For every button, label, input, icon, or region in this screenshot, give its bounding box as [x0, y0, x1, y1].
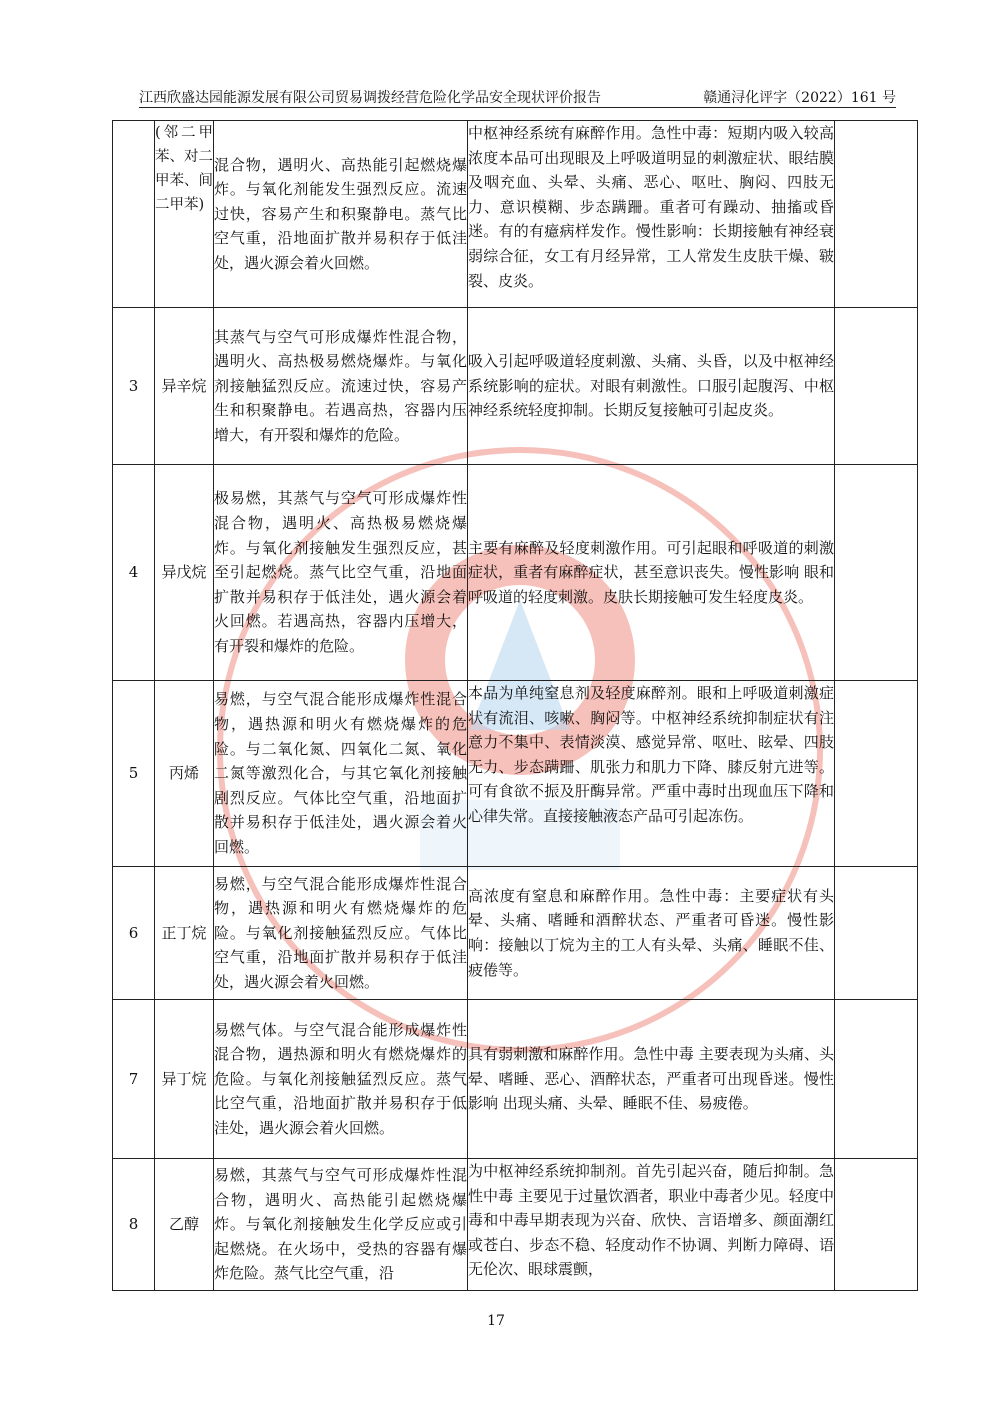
empty-cell: [835, 308, 918, 465]
row-number: 7: [113, 1000, 155, 1159]
table-row: [113, 867, 918, 1000]
empty-cell: [835, 867, 918, 1000]
table-row: [113, 681, 918, 867]
hazard-description: 易燃，其蒸气与空气可形成爆炸性混合物，遇明火、高热能引起燃烧爆炸。与氧化剂接触发生化学反应或引起燃烧。在火场中，受热的容器有爆炸危险。蒸气比空气重，沿: [214, 1159, 468, 1291]
hazard-description: 混合物，遇明火、高热能引起燃烧爆炸。与氧化剂能发生强烈反应。流速过快，容易产生和积聚静电。蒸气比空气重，沿地面扩散并易积存于低洼处，遇火源会着火回燃。: [214, 121, 468, 308]
table-row: [113, 465, 918, 681]
chemical-name: 异辛烷: [155, 308, 214, 465]
table-row: [113, 308, 918, 465]
chemical-name: 异丁烷: [155, 1000, 214, 1159]
health-hazard: 主要有麻醉及轻度刺激作用。可引起眼和呼吸道的刺激症状，重者有麻醉症状，甚至意识丧失。慢性影响 眼和呼吸道的轻度刺激。皮肤长期接触可发生轻度皮炎。: [468, 465, 835, 681]
hazard-description: 极易燃，其蒸气与空气可形成爆炸性混合物，遇明火、高热极易燃烧爆炸。与氧化剂接触发生强烈反应，甚至引起燃烧。蒸气比空气重，沿地面扩散并易积存于低洼处，遇火源会着火回燃。若遇高热，容器内压增大，有开裂和爆炸的危险。: [214, 465, 468, 681]
empty-cell: [835, 465, 918, 681]
chemical-hazard-table: [112, 120, 918, 1291]
chemical-name: 异戊烷: [155, 465, 214, 681]
health-hazard: 本品为单纯窒息剂及轻度麻醉剂。眼和上呼吸道刺激症状有流泪、咳嗽、胸闷等。中枢神经系统抑制症状有注意力不集中、表情淡漠、感觉异常、呕吐、眩晕、四肢无力、步态蹒跚、肌张力和肌力下降、膝反射亢进等。可有食欲不振及肝酶异常。严重中毒时出现血压下降和心律失常。直接接触液态产品可引起冻伤。: [468, 681, 835, 867]
chemical-name: 乙醇: [155, 1159, 214, 1291]
table-row: [113, 1000, 918, 1159]
table-row: [113, 1159, 918, 1291]
row-number: 8: [113, 1159, 155, 1291]
row-number: [113, 121, 155, 308]
health-hazard: 为中枢神经系统抑制剂。首先引起兴奋，随后抑制。急性中毒 主要见于过量饮酒者，职业中毒者少见。轻度中毒和中毒早期表现为兴奋、欣快、言语增多、颜面潮红或苍白、步态不稳、轻度动作不协调、判断力障碍、语无伦次、眼球震颤，: [468, 1159, 835, 1291]
hazard-description: 易燃，与空气混合能形成爆炸性混合物，遇热源和明火有燃烧爆炸的危险。与二氧化氮、四氧化二氮、氧化二氮等激烈化合，与其它氧化剂接触剧烈反应。气体比空气重，沿地面扩散并易积存于低洼处，遇火源会着火回燃。: [214, 681, 468, 867]
row-number: 6: [113, 867, 155, 1000]
health-hazard: 高浓度有窒息和麻醉作用。急性中毒：主要症状有头晕、头痛、嗜睡和酒醉状态、严重者可昏迷。慢性影响：接触以丁烷为主的工人有头晕、头痛、睡眠不佳、疲倦等。: [468, 867, 835, 1000]
empty-cell: [835, 1159, 918, 1291]
page-number: 17: [487, 1313, 505, 1329]
health-hazard: 吸入引起呼吸道轻度刺激、头痛、头昏，以及中枢神经系统影响的症状。对眼有刺激性。口服引起腹泻、中枢神经系统轻度抑制。长期反复接触可引起皮炎。: [468, 308, 835, 465]
chemical-name: (邻二甲苯、对二甲苯、间二甲苯): [155, 121, 214, 308]
report-title: 江西欣盛达园能源发展有限公司贸易调拨经营危险化学品安全现状评价报告: [139, 90, 601, 106]
page-header: [139, 85, 896, 108]
chemical-name: 丙烯: [155, 681, 214, 867]
health-hazard: 具有弱刺激和麻醉作用。急性中毒 主要表现为头痛、头晕、嗜睡、恶心、酒醉状态，严重者可出现昏迷。慢性影响 出现头痛、头晕、睡眠不佳、易疲倦。: [468, 1000, 835, 1159]
hazard-description: 易燃气体。与空气混合能形成爆炸性混合物，遇热源和明火有燃烧爆炸的危险。与氧化剂接触猛烈反应。蒸气比空气重，沿地面扩散并易积存于低洼处，遇火源会着火回燃。: [214, 1000, 468, 1159]
table-row: [113, 121, 918, 308]
chemical-name: 正丁烷: [155, 867, 214, 1000]
row-number: 5: [113, 681, 155, 867]
report-number: 赣通浔化评字（2022）161 号: [703, 90, 896, 106]
hazard-description: 其蒸气与空气可形成爆炸性混合物，遇明火、高热极易燃烧爆炸。与氧化剂接触猛烈反应。流速过快，容易产生和积聚静电。若遇高热，容器内压增大，有开裂和爆炸的危险。: [214, 308, 468, 465]
empty-cell: [835, 681, 918, 867]
row-number: 3: [113, 308, 155, 465]
health-hazard: 中枢神经系统有麻醉作用。急性中毒：短期内吸入较高浓度本品可出现眼及上呼吸道明显的刺激症状、眼结膜及咽充血、头晕、头痛、恶心、呕吐、胸闷、四肢无力、意识模糊、步态蹒跚。重者可有躁动、抽搐或昏迷。有的有癔病样发作。慢性影响：长期接触有神经衰弱综合征，女工有月经异常，工人常发生皮肤干燥、皲裂、皮炎。: [468, 121, 835, 308]
hazard-description: 易燃，与空气混合能形成爆炸性混合物，遇热源和明火有燃烧爆炸的危险。与氧化剂接触猛烈反应。气体比空气重，沿地面扩散并易积存于低洼处，遇火源会着火回燃。: [214, 867, 468, 1000]
empty-cell: [835, 1000, 918, 1159]
empty-cell: [835, 121, 918, 308]
row-number: 4: [113, 465, 155, 681]
